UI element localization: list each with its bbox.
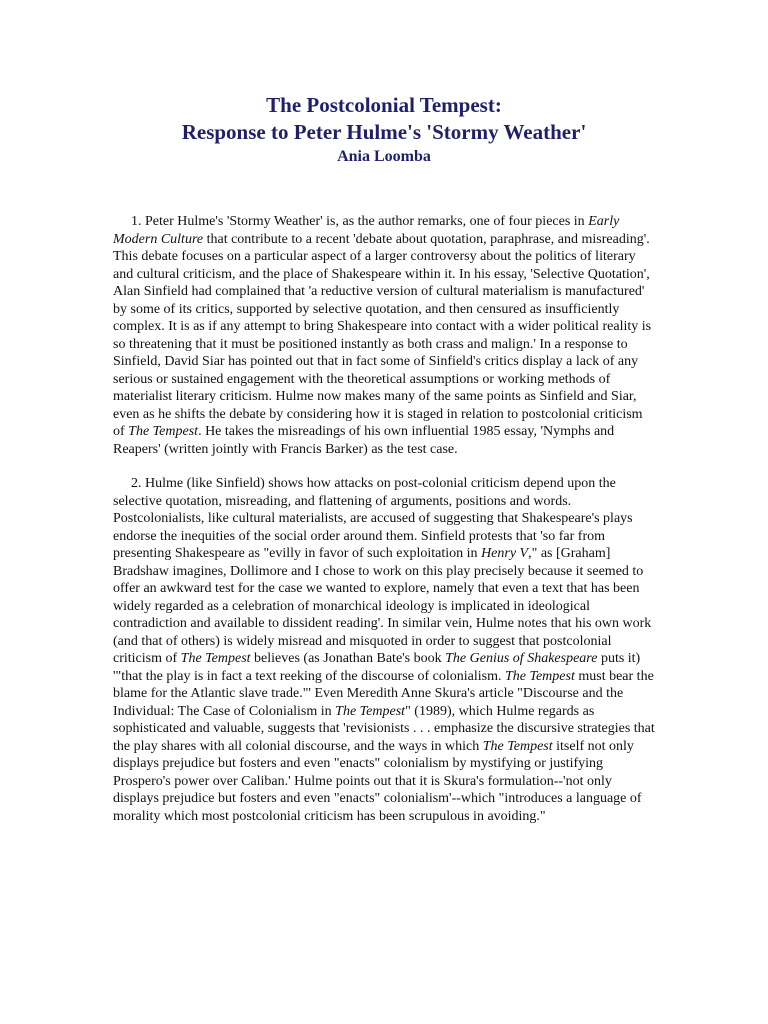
article-body <box>113 213 657 842</box>
para-2-run-11: The Tempest <box>482 738 553 754</box>
para-2-run-0: 2. Hulme (like Sinfield) shows how attacks on post-colonial criticism depend upon the selective quotation, misreading, and flattening of arguments, positions and words. Postcolonialists, like cultural materialists, are accused of suggesting that Shakespeare's plays endorse the inequities of the social order around them. Sinfield protests that 'so far from presenting Shakespeare as "evilly in favor of such exploitation in <box>113 476 633 561</box>
para-1-run-1: Early Modern Culture <box>113 214 620 247</box>
para-2-run-2: ," as [Graham] Bradshaw imagines, Dollimore and I chose to work on this play precisely because it seemed to offer an awkward test for the case we wanted to explore, namely that even a text that has been widely regarded as a celebration of monarchical ideology is implicated in ideological contradiction and available to dissident reading'. In similar vein, Hulme notes that his own work (and that of others) is widely misread and misquoted in order to suggest that postcolonial criticism of <box>113 546 652 666</box>
para-1-run-3: The Tempest <box>128 424 199 439</box>
paragraph-1 <box>113 213 657 458</box>
para-2-run-5: The Genius of Shakespeare <box>445 651 598 666</box>
title-line-1: The Postcolonial Tempest: <box>266 93 502 117</box>
para-1-run-2: that contribute to a recent 'debate about quotation, paraphrase, and misreading'. This debate focuses on a particular aspect of a larger controversy about the politics of literary and cultural criticism, and the place of Shakespeare within it. In his essay, 'Selective Quotation', Alan Sinfield had complained that 'a reductive version of cultural materialism is manufactured' by some of its critics, supported by selective quotation, and then censured as insufficiently complex. It is as if any attempt to bring Shakespeare into contact with a wider political reality is so threatening that it must be positioned instantly as both crass and malign.' In a response to Sinfield, David Siar has pointed out that in fact some of Sinfield's critics display a lack of any serious or sustained engagement with the theoretical assumptions or working methods of materialist literary criticism. Hulme now makes many of the same points as Sinfield and Siar, even as he shifts the debate by considering how it is staged in relation to postcolonial criticism of <box>113 231 652 439</box>
para-2-run-8: must bear the blame for the Atlantic slave trade."' Even Meredith Anne Skura's article "Discourse and the Individual: The Case of Colonialism in <box>113 668 654 719</box>
para-1-run-4: . He takes the misreadings of his own influential 1985 essay, 'Nymphs and Reapers' (written jointly with Francis Barker) as the test case. <box>113 424 615 457</box>
para-2-run-12: itself not only displays prejudice but fosters and even "enacts" colonialism by mystifying or justifying Prospero's power over Caliban.' Hulme points out that it is Skura's formulation--'not only displays prejudice but fosters and even "enacts" colonialism'--which "introduces a language of morality which most postcolonial criticism has been scrupulous in avoiding." <box>113 738 642 824</box>
para-2-run-9: The Tempest <box>335 703 406 719</box>
document-header <box>0 92 768 168</box>
para-2-run-10: " (1989), which Hulme regards as sophisticated and valuable, suggests that 'revisionists . . . emphasize the discursive strategies that the play shares with all colonial discourse, and the ways in which <box>113 703 655 754</box>
para-2-run-1: Henry V <box>481 546 529 561</box>
para-2-run-4: believes (as Jonathan Bate's book <box>250 651 446 666</box>
author-name: Ania Loomba <box>337 148 431 165</box>
para-2-run-6: puts it) '"that the play is in fact a text reeking of the discourse of colonialism. <box>113 651 641 684</box>
paragraph-2 <box>113 475 657 825</box>
title-line-2: Response to Peter Hulme's 'Stormy Weather' <box>181 120 587 144</box>
para-2-run-3: The Tempest <box>180 651 251 666</box>
para-1-run-0: 1. Peter Hulme's 'Stormy Weather' is, as the author remarks, one of four pieces in <box>131 214 589 229</box>
para-2-run-7: The Tempest <box>504 668 575 684</box>
